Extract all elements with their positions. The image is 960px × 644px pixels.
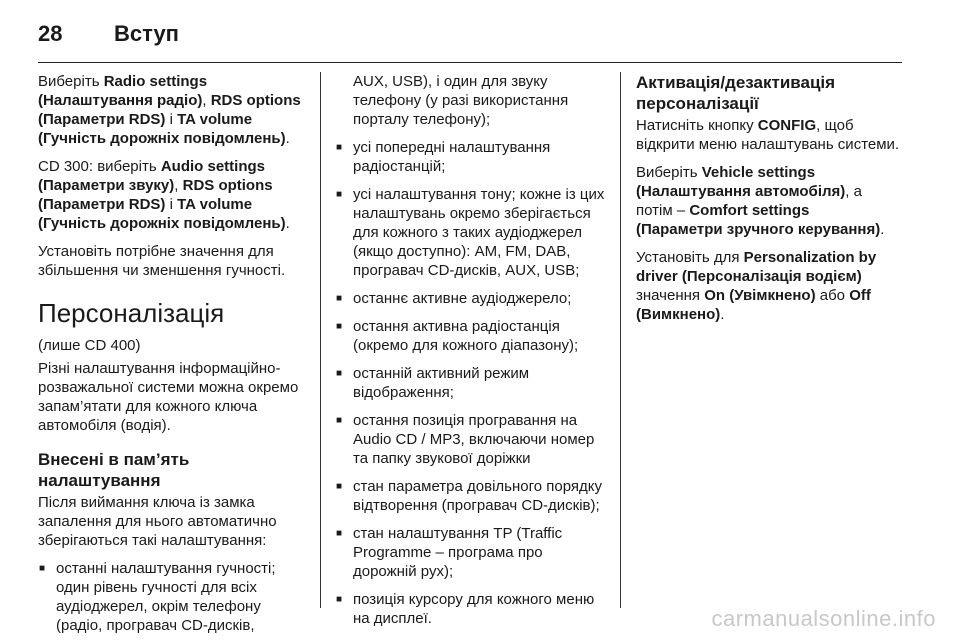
paragraph-ta-volume: Виберіть Radio settings (Налаштування радіо), RDS options (Параметри RDS) і TA volume (Гучність дорожніх повідомлень). [38, 73, 301, 147]
chapter-title: Вступ [114, 21, 179, 46]
list-item: ■ усі налаштування тону; кожне із цих налаштувань окремо зберігається для кожного з таких аудіоджерел (якщо доступно): AM, FM, DAB, програвач CD-дисків, AUX, USB; [335, 185, 607, 280]
header-rule [38, 62, 902, 63]
paragraph-config-button: Натисніть кнопку CONFIG, щоб відкрити меню налаштувань системи. [636, 117, 900, 153]
column-divider [620, 72, 621, 608]
list-item: ■ стан параметра довільного порядку відтворення (програвач CD-дисків); [335, 477, 607, 515]
stored-settings-list-start [38, 559, 308, 635]
paragraph-personalization-intro: Різні налаштування інформаційно-розважальної системи можна окремо запам’ятати для кожного ключа автомобіля (водія). [38, 360, 299, 434]
column-2 [335, 72, 607, 637]
list-item: ■ останнє активне аудіоджерело; [335, 289, 607, 308]
paragraph-set-volume: Установіть потрібне значення для збільшення чи зменшення гучності. [38, 243, 286, 279]
subheading-stored-settings: Внесені в пам’ять налаштування [38, 450, 190, 490]
page-header [38, 16, 179, 52]
section-heading-activation: Активація/дезактивація персоналізації [636, 73, 836, 113]
column-1 [38, 72, 308, 644]
list-item: ■ позиція курсору для кожного меню на дисплеї. [335, 590, 607, 628]
list-item: ■ останній активний режим відображення; [335, 364, 607, 402]
list-item: ■ остання позиція програвання на Audio CD / MP3, включаючи номер та папку звукової доріжки [335, 411, 607, 468]
section-heading-personalization: Персоналізація [38, 298, 225, 328]
page-number: 28 [38, 21, 63, 46]
list-item: ■ остання активна радіостанція (окремо для кожного діапазону); [335, 317, 607, 355]
list-continuation: AUX, USB), і один для звуку телефону (у разі використання порталу телефону); [353, 73, 569, 128]
column-divider [320, 72, 321, 608]
list-item: ■ стан налаштування TP (Traffic Programme – програма про дорожній рух); [335, 524, 607, 581]
paragraph-cd400-only: (лише CD 400) [38, 337, 141, 354]
column-3 [636, 72, 900, 333]
list-item: ■ усі попередні налаштування радіостанцій; [335, 138, 607, 176]
paragraph-key-removal: Після виймання ключа із замка запалення для нього автоматично зберігаються такі налаштування: [38, 494, 277, 549]
list-item: ■ останні налаштування гучності; один рівень гучності для всіх аудіоджерел, окрім телефону (радіо, програвач CD-дисків, [38, 559, 308, 635]
stored-settings-list [335, 138, 607, 628]
watermark: carmanualsonline.info [711, 606, 936, 631]
paragraph-cd300: CD 300: виберіть Audio settings (Параметри звуку), RDS options (Параметри RDS) і TA volume (Гучність дорожніх повідомлень). [38, 158, 290, 232]
paragraph-vehicle-settings: Виберіть Vehicle settings (Налаштування автомобіля), а потім – Comfort settings (Параметри зручного керування). [636, 164, 885, 238]
paragraph-personalization-toggle: Установіть для Personalization by driver (Персоналізація водієм) значення On (Увімкнено) або Off (Вимкнено). [636, 249, 877, 323]
